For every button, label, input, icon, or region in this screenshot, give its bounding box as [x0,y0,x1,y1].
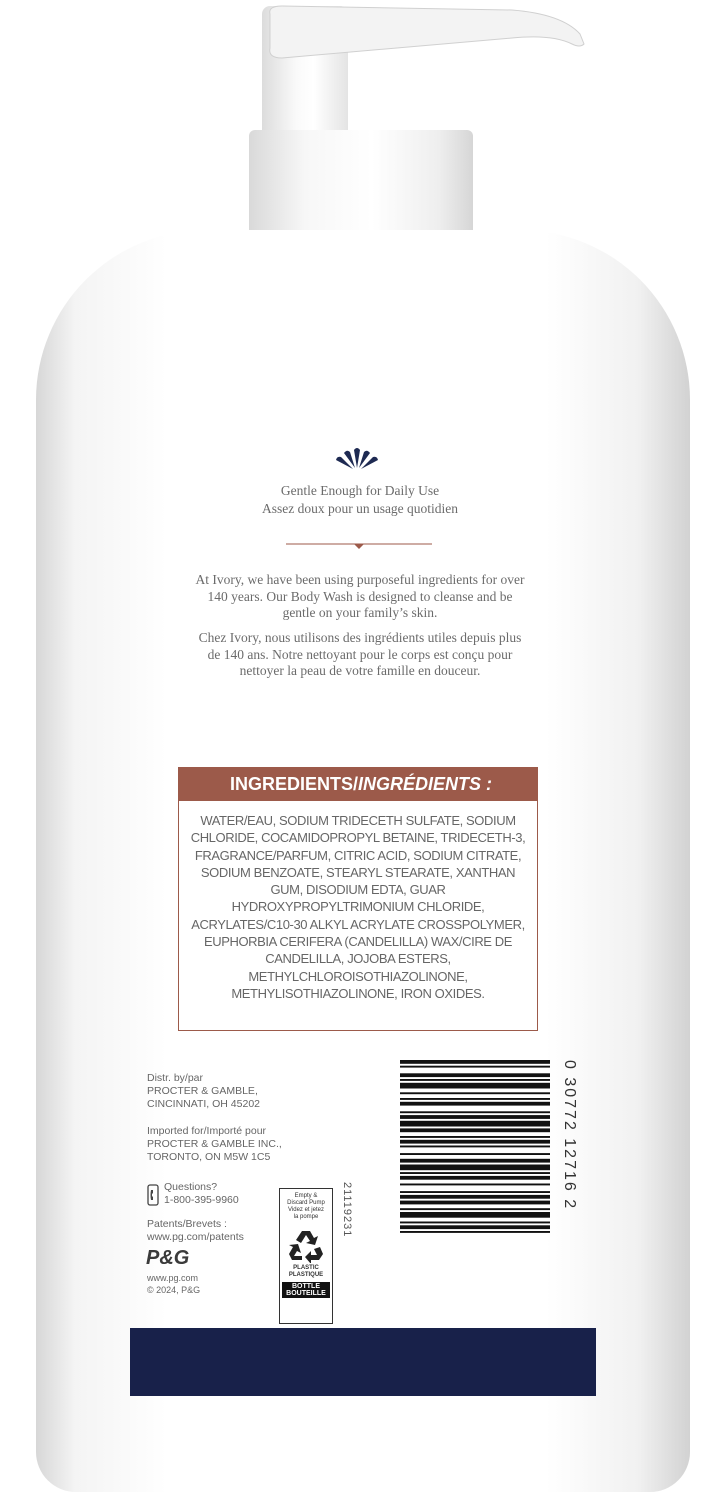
ingredients-title-fr: INGRÉDIENTS : [358,774,493,794]
barcode-bar [400,1231,550,1233]
recycle-type1: BOTTLE [292,1283,320,1290]
barcode-bar [400,1079,550,1081]
lot-code: 21119231 [341,1182,353,1238]
ornamental-divider [286,540,432,550]
phone-number: 1-800-395-9960 [164,1194,239,1206]
barcode-bar [400,1102,550,1106]
imported-city: TORONTO, ON M5W 1C5 [147,1151,271,1163]
barcode-bar [400,1172,550,1174]
ingredients-header [178,767,538,801]
distr-name: PROCTER & GAMBLE, [147,1085,258,1097]
ingredients-list: WATER/EAU, SODIUM TRIDECETH SULFATE, SODIUM CHLORIDE, COCAMIDOPROPYL BETAINE, TRIDECETH-3, FRAGRANCE/PARFUM, CITRIC ACID, SODIUM CITRATE, SODIUM BENZOATE, STEARYL STEARATE, XANTHAN GUM, DISODIUM EDTA, GUAR HYDROXYPROPYLTRIMONIUM CHLORIDE, ACRYLATES/C10-30 ALKYL ACRYLATE CROSSPOLYMER, EUPHORBIA CERIFERA (CANDELILLA) WAX/CIRE DE CANDELILLA, JOJOBA ESTERS, METHYLCHLOROISOTHIAZOLINONE, METHYLISOTHIAZOLINONE, IRON OXIDES. [190,813,526,1001]
barcode-bar [400,1176,550,1180]
barcode-bar [400,1201,550,1205]
barcode-bar [400,1073,550,1077]
distributor-block [147,1072,347,1111]
barcode-bar [400,1140,550,1144]
recycle-type2: BOUTEILLE [286,1290,326,1297]
barcode-bar [400,1153,550,1155]
barcode-bar [400,1136,550,1138]
barcode-bar [400,1222,550,1224]
imported-label: Imported for/Importé pour [147,1125,267,1137]
bottle-base-band [130,1328,596,1396]
patents-url: www.pg.com/patents [147,1231,244,1243]
barcode-bar [400,1165,550,1171]
tagline-french: Assez doux pour un usage quotidien [261,501,459,516]
barcode-bar [400,1212,550,1218]
barcode-bar [400,1060,550,1064]
barcode-bar [400,1128,550,1132]
recycling-label [279,1188,333,1324]
distr-city: CINCINNATI, OH 45202 [147,1098,261,1110]
barcode-bar [400,1159,550,1163]
barcode-bar [400,1195,550,1199]
pump-nozzle [262,4,588,62]
barcode-bar [400,1083,550,1089]
distr-label: Distr. by/par [147,1072,204,1084]
barcode-bar [400,1092,550,1094]
phone-icon [147,1184,159,1206]
recycle-material1: PLASTIC [293,1265,319,1271]
patents-label: Patents/Brevets : [147,1218,227,1230]
copyright: © 2024, P&G [147,1285,201,1295]
tagline-english: Gentle Enough for Daily Use [280,483,440,498]
ingredients-title-en: INGREDIENTS/ [230,774,359,794]
recycle-line3: Videz et jetez [288,1207,324,1213]
barcode-bar [400,1191,550,1193]
description-french: Chez Ivory, nous utilisons des ingrédients utiles depuis plus de 140 ans. Notre nettoyant pour le corps est conçu pour nettoyer la peau de votre famille en douceur. [198,630,522,678]
barcode-bar [400,1121,550,1127]
questions-label: Questions? [164,1181,218,1193]
importer-block [147,1125,347,1164]
barcode-bar [400,1115,550,1119]
barcode-number: 0 30772 12716 2 [561,1060,578,1211]
recycle-icon [287,1227,325,1263]
barcode-bar [400,1066,550,1068]
barcode-bar [400,1146,550,1148]
barcode-bar [400,1111,550,1113]
pg-logo: P&G [146,1247,190,1269]
recycle-line4: la pompe [293,1214,319,1220]
imported-name: PROCTER & GAMBLE INC., [147,1138,282,1150]
recycle-line2: Discard Pump [287,1200,325,1206]
pump-collar [249,130,473,244]
barcode-bar [400,1225,550,1229]
barcode-bar [400,1098,550,1100]
barcode [400,1060,550,1272]
barcode-bar [400,1184,550,1186]
recycle-material2: PLASTIQUE [288,1272,324,1278]
recycle-line1: Empty & [294,1193,318,1199]
pg-website: www.pg.com [147,1273,199,1283]
ivory-flower-icon [334,446,380,470]
description-english: At Ivory, we have been using purposeful ingredients for over 140 years. Our Body Wash is designed to cleanse and be gentle on your family’s skin. [195,572,525,620]
barcode-bar [400,1208,550,1210]
